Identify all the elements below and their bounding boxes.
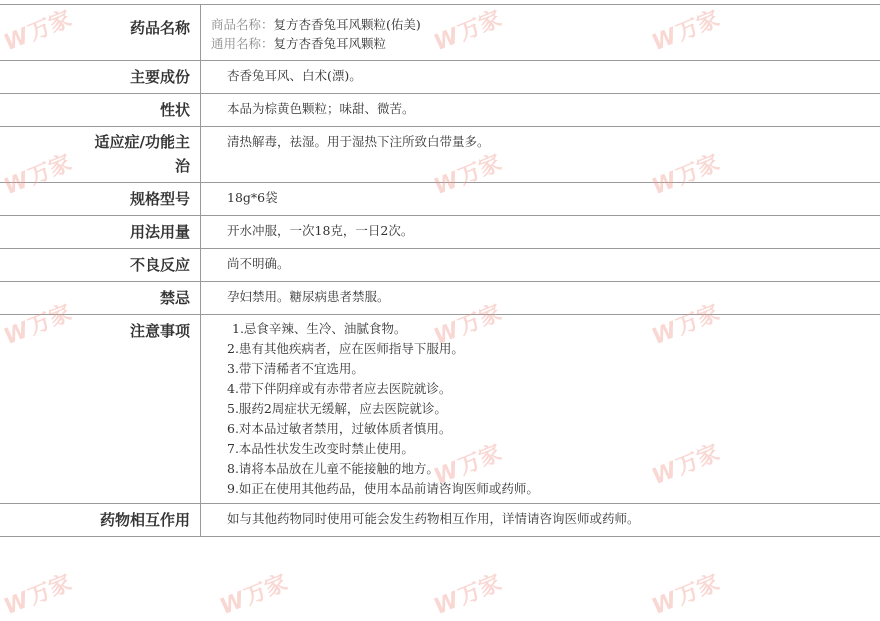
row-precautions bbox=[0, 315, 880, 504]
row-interactions bbox=[0, 504, 880, 537]
watermark-logo: W万家 bbox=[429, 296, 506, 351]
value-precautions bbox=[201, 315, 880, 504]
watermark-logo: W万家 bbox=[647, 566, 724, 621]
watermark-logo: W万家 bbox=[0, 566, 76, 621]
value-interactions: 如与其他药物同时使用可能会发生药物相互作用，详情请咨询医师或药师。 bbox=[201, 504, 880, 537]
value-appearance: 本品为棕黄色颗粒；味甜、微苦。 bbox=[201, 94, 880, 127]
label-dosage: 用法用量 bbox=[0, 216, 201, 249]
value-ingredients: 杏香兔耳风、白术(漂)。 bbox=[201, 61, 880, 94]
watermark-logo: W万家 bbox=[429, 436, 506, 491]
precaution-item: 8.请将本品放在儿童不能接触的地方。 bbox=[227, 459, 880, 479]
watermark-logo: W万家 bbox=[0, 146, 76, 201]
row-adverse bbox=[0, 249, 880, 282]
generic-name-value: 复方杏香兔耳风颗粒 bbox=[274, 36, 387, 51]
trade-name-prefix: 商品名称： bbox=[211, 17, 274, 32]
generic-name-prefix: 通用名称： bbox=[211, 36, 274, 51]
watermark-logo: W万家 bbox=[429, 566, 506, 621]
row-dosage bbox=[0, 216, 880, 249]
watermark-logo: W万家 bbox=[647, 2, 724, 57]
row-indications bbox=[0, 127, 880, 183]
label-precautions: 注意事项 bbox=[0, 315, 201, 504]
label-drug-name: 药品名称 bbox=[0, 5, 201, 61]
generic-name-line bbox=[211, 34, 880, 53]
watermark-logo: W万家 bbox=[647, 296, 724, 351]
label-spec: 规格型号 bbox=[0, 183, 201, 216]
watermark-logo: W万家 bbox=[0, 296, 76, 351]
trade-name-line bbox=[211, 15, 880, 34]
trade-name-value: 复方杏香兔耳风颗粒(佑美) bbox=[274, 17, 421, 32]
value-spec: 18g*6袋 bbox=[201, 183, 880, 216]
precautions-list bbox=[227, 319, 880, 499]
label-indications bbox=[0, 127, 201, 183]
watermark-logo: W万家 bbox=[0, 2, 76, 57]
precaution-item: 7.本品性状发生改变时禁止使用。 bbox=[227, 439, 880, 459]
precaution-item: 6.对本品过敏者禁用，过敏体质者慎用。 bbox=[227, 419, 880, 439]
row-contraindications bbox=[0, 282, 880, 315]
watermark-logo: W万家 bbox=[647, 436, 724, 491]
precaution-item: 2.患有其他疾病者，应在医师指导下服用。 bbox=[227, 339, 880, 359]
precaution-item: 5.服药2周症状无缓解，应去医院就诊。 bbox=[227, 399, 880, 419]
label-interactions: 药物相互作用 bbox=[0, 504, 201, 537]
precaution-item: 9.如正在使用其他药品，使用本品前请咨询医师或药师。 bbox=[227, 479, 880, 499]
label-indications-line1: 适应症/功能主 bbox=[0, 130, 190, 154]
value-indications: 清热解毒，祛湿。用于湿热下注所致白带量多。 bbox=[201, 127, 880, 183]
drug-spec-table bbox=[0, 4, 880, 537]
watermark-logo: W万家 bbox=[215, 566, 292, 621]
precaution-item: 3.带下清稀者不宜选用。 bbox=[227, 359, 880, 379]
row-appearance bbox=[0, 94, 880, 127]
label-indications-line2: 治 bbox=[0, 154, 190, 178]
label-ingredients: 主要成份 bbox=[0, 61, 201, 94]
watermark-logo: W万家 bbox=[429, 2, 506, 57]
row-spec bbox=[0, 183, 880, 216]
value-contraindications: 孕妇禁用。糖尿病患者禁服。 bbox=[201, 282, 880, 315]
label-adverse: 不良反应 bbox=[0, 249, 201, 282]
value-drug-name bbox=[201, 5, 880, 61]
watermark-logo: W万家 bbox=[647, 146, 724, 201]
watermark-logo: W万家 bbox=[429, 146, 506, 201]
precaution-item: 1.忌食辛辣、生冷、油腻食物。 bbox=[227, 319, 880, 339]
precaution-item: 4.带下伴阴痒或有赤带者应去医院就诊。 bbox=[227, 379, 880, 399]
label-appearance: 性状 bbox=[0, 94, 201, 127]
row-drug-name bbox=[0, 5, 880, 61]
row-ingredients bbox=[0, 61, 880, 94]
value-dosage: 开水冲服，一次18克，一日2次。 bbox=[201, 216, 880, 249]
label-contraindications: 禁忌 bbox=[0, 282, 201, 315]
value-adverse: 尚不明确。 bbox=[201, 249, 880, 282]
